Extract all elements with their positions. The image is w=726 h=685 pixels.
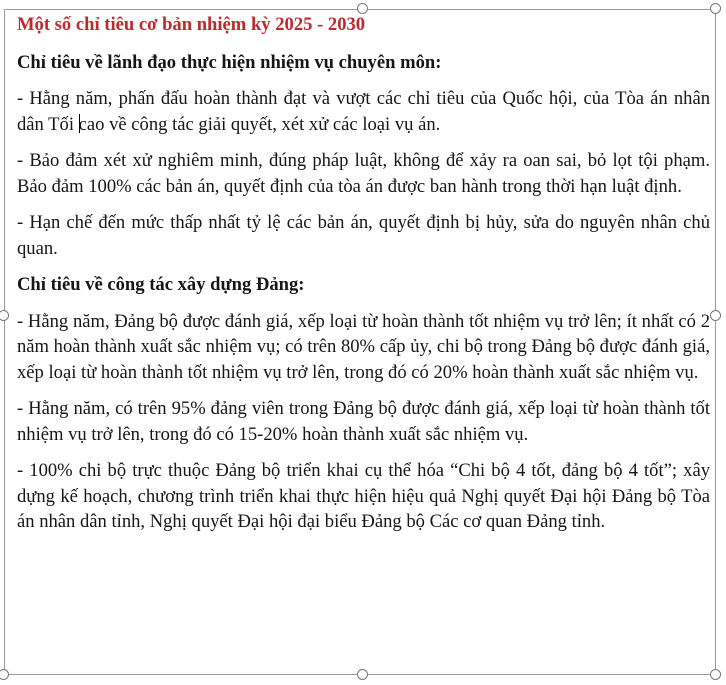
paragraph: - Hạn chế đến mức thấp nhất tỷ lệ các bản án, quyết định bị hủy, sửa do nguyên nhân chủ quan. (17, 212, 710, 259)
resize-handle-bottom-right[interactable] (710, 669, 721, 680)
resize-handle-bottom[interactable] (357, 669, 368, 680)
section-heading-party-building: Chỉ tiêu về công tác xây dựng Đảng: (17, 274, 305, 295)
paragraph: - Bảo đảm xét xử nghiêm minh, đúng pháp luật, không để xảy ra oan sai, bỏ lọt tội phạm. Bảo đảm 100% các bản án, quyết định của tòa án được ban hành trong thời hạn luật định. (17, 150, 710, 197)
resize-handle-top[interactable] (357, 3, 368, 14)
section-heading-professional: Chỉ tiêu về lãnh đạo thực hiện nhiệm vụ chuyên môn: (17, 51, 442, 73)
paragraph: - Hằng năm, Đảng bộ được đánh giá, xếp loại từ hoàn thành tốt nhiệm vụ trở lên; ít nhất có 2 năm hoàn thành xuất sắc nhiệm vụ; có trên 80% cấp ủy, chi bộ trong Đảng bộ được đánh giá, xếp loại từ hoàn thành tốt nhiệm vụ trở lên, trong đó có 20% hoàn thành xuất sắc nhiệm vụ. (17, 310, 710, 383)
paragraph: - Hằng năm, có trên 95% đảng viên trong Đảng bộ được đánh giá, xếp loại từ hoàn thành tốt nhiệm vụ trở lên, trong đó có 15-20% hoàn thành xuất sắc nhiệm vụ. (17, 398, 710, 445)
paragraph: - 100% chi bộ trực thuộc Đảng bộ triển khai cụ thể hóa “Chi bộ 4 tốt, đảng bộ 4 tốt”; xây dựng kế hoạch, chương trình triển khai thực hiện hiệu quả Nghị quyết Đại hội Đảng bộ Tòa án nhân dân tỉnh, Nghị quyết Đại hội đại biểu Đảng bộ Các cơ quan Đảng tỉnh. (17, 460, 710, 532)
document-title: Một số chỉ tiêu cơ bản nhiệm kỳ 2025 - 2030 (17, 14, 366, 35)
text-box[interactable] (4, 9, 716, 546)
resize-handle-top-right[interactable] (710, 3, 721, 14)
paragraph (17, 86, 710, 137)
paragraph-text: - Hằng năm, phấn đấu hoàn thành đạt và vượt các chỉ tiêu của Quốc hội, của Tòa án nhân dân Tối (17, 88, 710, 135)
resize-handle-bottom-left[interactable] (0, 669, 9, 680)
resize-handle-right[interactable] (710, 310, 721, 321)
paragraph-text: cao về công tác giải quyết, xét xử các loại vụ án. (78, 113, 441, 135)
